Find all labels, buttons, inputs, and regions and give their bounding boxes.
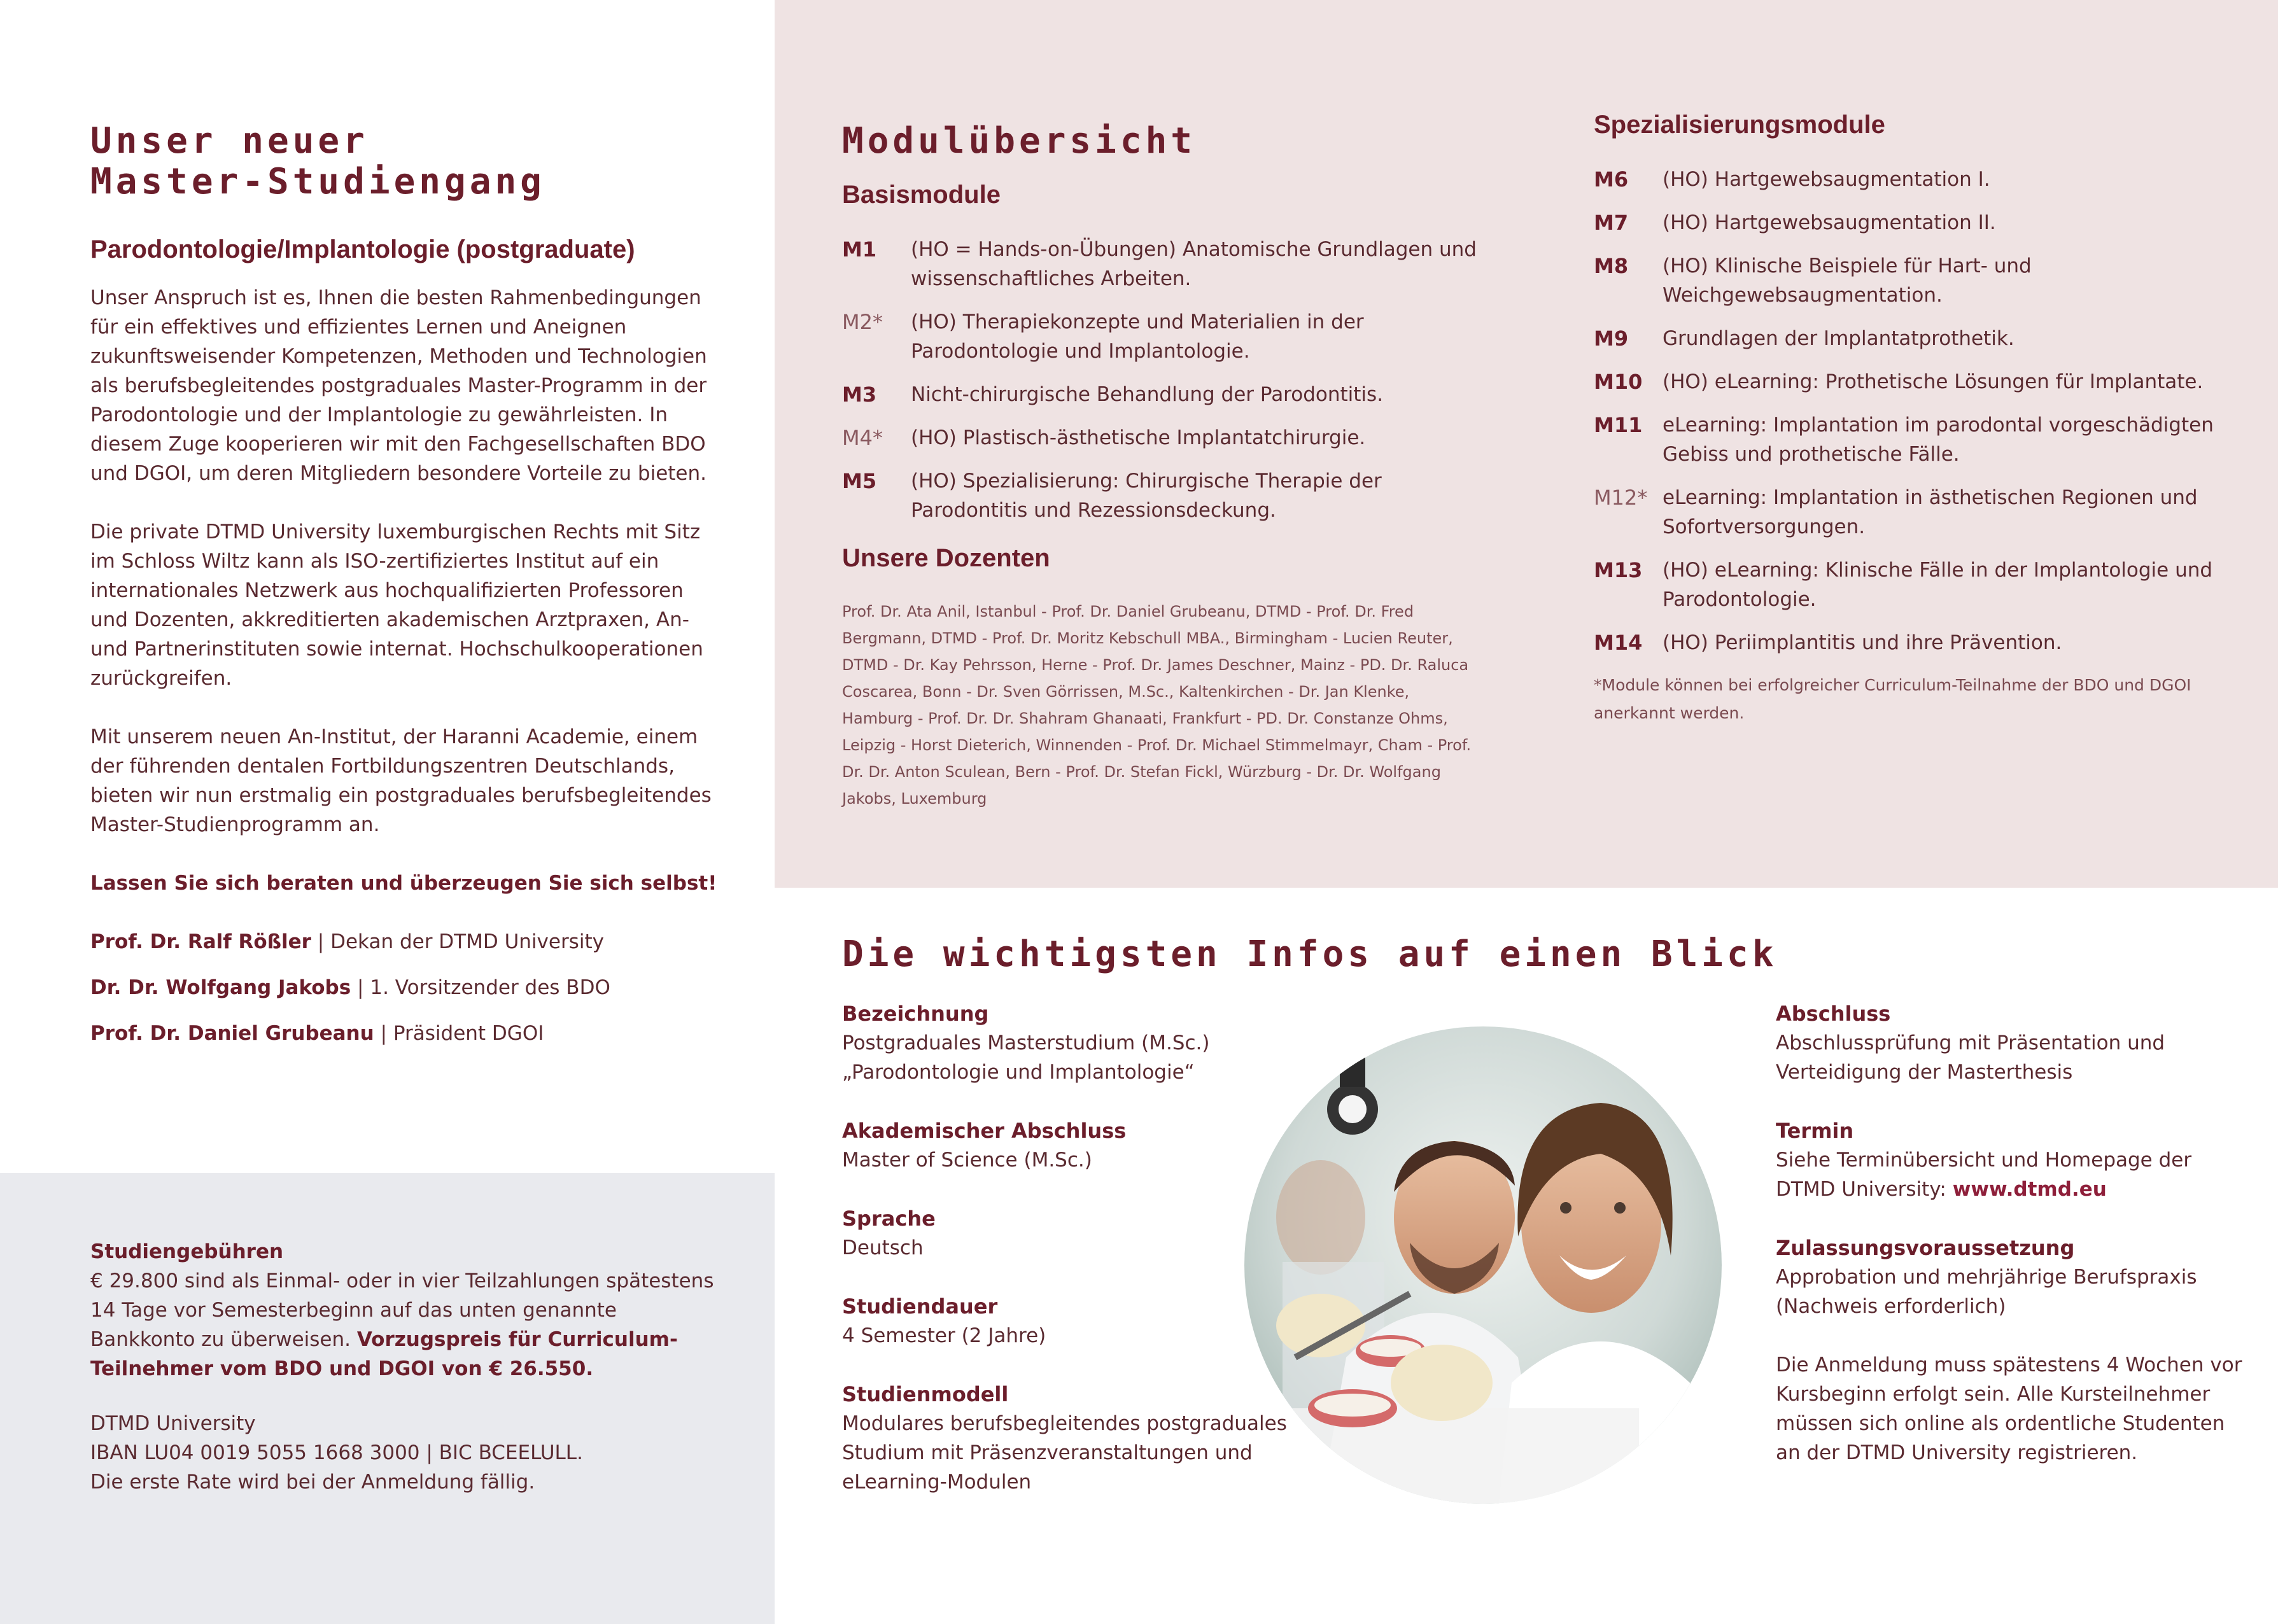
info-value: 4 Semester (2 Jahre) (842, 1324, 1046, 1347)
zulassung-value: Approbation und mehrjährige Berufspraxis (Nachweis erforderlich) (1776, 1266, 2197, 1318)
module-row (1594, 208, 2230, 237)
abschluss-label: Abschluss (1776, 1002, 1891, 1026)
fees-label: Studiengebühren (90, 1240, 284, 1263)
basis-title: Basismodule (842, 181, 1001, 209)
module-code: M9 (1594, 326, 1629, 351)
module-text: eLearning: Implantation im parodontal vorgeschädigten Gebiss und prothetische Fälle. (1663, 414, 2214, 466)
module-text: (HO = Hands-on-Übungen) Anatomische Grundlagen und wissenschaftliches Arbeiten. (911, 238, 1477, 290)
abschluss-value: Abschlussprüfung mit Präsentation und Verteidigung der Masterthesis (1776, 1032, 2165, 1084)
modules-title: Modulübersicht (842, 120, 1197, 162)
footnote: *Module können bei erfolgreicher Curriculum-Teilnahme der BDO und DGOI anerkannt werden. (1594, 676, 2191, 722)
signatories (90, 927, 721, 1048)
module-row (1594, 367, 2230, 396)
module-row (1594, 324, 2230, 353)
module-row (1594, 556, 2230, 614)
zulassung-label: Zulassungsvoraussetzung (1776, 1236, 2075, 1260)
module-code: M8 (1594, 254, 1629, 278)
info-label: Studiendauer (842, 1294, 998, 1319)
dozenten-list: Prof. Dr. Ata Anil, Istanbul - Prof. Dr. Daniel Grubeanu, DTMD - Prof. Dr. Fred Bergmann, DTMD - Prof. Dr. Moritz Kebschull MBA., Birmingham - Lucien Reuter, DTMD - Dr. Kay Pehrsson, Herne - Prof. Dr. James Deschner, Mainz - PD. Dr. Raluca Coscarea, Bonn - Dr. Sven Görrissen, M.Sc., Kaltenkirchen - Dr. Jan Klenke, Hamburg - Prof. Dr. Dr. Shahram Ghanaati, Frankfurt - PD. Dr. Constanze Ohms, Leipzig - Horst Dieterich, Winnenden - Prof. Dr. Michael Stimmelmayr, Cham - Prof. Dr. Dr. Anton Sculean, Bern - Prof. Dr. Stefan Fickl, Würzburg - Dr. Dr. Wolfgang Jakobs, Luxemburg (842, 603, 1472, 808)
module-text: (HO) eLearning: Klinische Fälle in der Implantologie und Parodontologie. (1663, 559, 2213, 611)
module-row (842, 307, 1485, 366)
dentist-photo (1244, 1026, 1722, 1504)
module-row (842, 423, 1485, 452)
fees-discount: Vorzugspreis für Curriculum-Teilnehmer vom BDO und DGOI von € 26.550. (90, 1328, 678, 1380)
infos-title: Die wichtigsten Infos auf einen Blick (842, 934, 1778, 975)
module-row (1594, 410, 2230, 469)
intro-section (90, 121, 721, 1065)
signatory: Prof. Dr. Daniel Grubeanu | Präsident DGOI (90, 1022, 544, 1045)
module-code: M11 (1594, 413, 1643, 437)
module-text: Nicht-chirurgische Behandlung der Parodontitis. (911, 383, 1384, 406)
module-row (1594, 251, 2230, 310)
module-text: (HO) Klinische Beispiele für Hart- und Weichgewebsaugmentation. (1663, 255, 2032, 307)
fees-section (90, 1237, 721, 1522)
info-value: Modulares berufsbegleitendes postgraduales Studium mit Präsenzveranstaltungen und eLearning-Modulen (842, 1412, 1287, 1494)
anmeldung-text: Die Anmeldung muss spätestens 4 Wochen vor Kursbeginn erfolgt sein. Alle Kursteilnehmer müssen sich online als ordentliche Studenten an der DTMD University registrieren. (1776, 1354, 2242, 1464)
module-row (1594, 165, 2230, 194)
intro-paragraph: Mit unserem neuen An-Institut, der Haranni Academie, einem der führenden dentalen Fortbildungszentren Deutschlands, bieten wir nun erstmalig ein postgraduales berufsbegleitendes Master-Studienprogramm an. (90, 725, 712, 836)
info-block (842, 1380, 1300, 1497)
module-row (1594, 483, 2230, 542)
info-label: Sprache (842, 1207, 936, 1231)
termin-label: Termin (1776, 1119, 1854, 1143)
info-value: Master of Science (M.Sc.) (842, 1149, 1092, 1172)
infos-title-wrap (842, 934, 1777, 975)
module-code: M7 (1594, 211, 1629, 235)
module-text: eLearning: Implantation in ästhetischen Regionen und Sofortversorgungen. (1663, 486, 2198, 538)
info-label: Bezeichnung (842, 1002, 989, 1026)
info-value: Postgraduales Masterstudium (M.Sc.) „Parodontologie und Implantologie“ (842, 1032, 1210, 1084)
module-code: M14 (1594, 631, 1643, 655)
intro-paragraph: Die private DTMD University luxemburgischen Rechts mit Sitz im Schloss Wiltz kann als ISO-zertifiziertes Institut auf ein internationales Netzwerk aus hochqualifizierten Professoren und Dozenten, akkreditierten akademischen Arztpraxen, An- und Partnerinstituten sowie internat. Hochschulkooperationen zurückgreifen. (90, 521, 703, 690)
module-code: M4* (842, 426, 883, 450)
module-row (1594, 628, 2230, 657)
module-code: M12* (1594, 486, 1648, 510)
module-text: (HO) eLearning: Prothetische Lösungen für Implantate. (1663, 370, 2204, 393)
dentist-photo-illustration (1244, 1026, 1722, 1504)
module-row (842, 466, 1485, 525)
basis-module-list (842, 235, 1485, 525)
module-code: M1 (842, 237, 877, 262)
info-block (842, 999, 1300, 1087)
spez-title: Spezialisierungsmodule (1594, 111, 1885, 139)
intro-title: Unser neuer Master-Studiengang (90, 120, 545, 202)
intro-paragraph: Unser Anspruch ist es, Ihnen die besten Rahmenbedingungen für ein effektives und effizientes Lernen und Aneignen zukunftsweisender Kompetenzen, Methoden und Technologien als berufsbegleitendes postgraduales Master-Programm in der Parodontologie und der Implantologie zu gewährleisten. In diesem Zuge kooperieren wir mit den Fachgesellschaften BDO und DGOI, um deren Mitgliedern besondere Vorteile zu bieten. (90, 286, 707, 485)
signatory: Prof. Dr. Ralf Rößler | Dekan der DTMD University (90, 930, 604, 953)
module-text: (HO) Hartgewebsaugmentation II. (1663, 211, 1996, 234)
specialization-modules (1594, 111, 2230, 727)
module-code: M13 (1594, 558, 1643, 582)
module-text: (HO) Plastisch-ästhetische Implantatchirurgie. (911, 426, 1366, 449)
module-row (842, 235, 1485, 293)
website-link[interactable]: www.dtmd.eu (1952, 1178, 2107, 1201)
fees-text: € 29.800 sind als Einmal- oder in vier Teilzahlungen spätestens 14 Tage vor Semesterbeginn auf das unten genannte Bankkonto zu überweisen. (90, 1270, 714, 1351)
intro-subtitle: Parodontologie/Implantologie (postgraduate) (90, 235, 635, 263)
dozenten-title: Unsere Dozenten (842, 544, 1050, 572)
signatory: Dr. Dr. Wolfgang Jakobs | 1. Vorsitzender des BDO (90, 976, 610, 999)
info-left-column (842, 999, 1300, 1526)
module-code: M6 (1594, 167, 1629, 192)
module-overview (842, 121, 1485, 812)
module-row (842, 380, 1485, 409)
module-text: (HO) Spezialisierung: Chirurgische Therapie der Parodontitis und Rezessionsdeckung. (911, 470, 1382, 522)
info-block (842, 1116, 1300, 1175)
info-block (842, 1292, 1300, 1350)
module-code: M10 (1594, 370, 1643, 394)
module-code: M2* (842, 310, 883, 334)
info-value: Deutsch (842, 1236, 924, 1259)
termin-value: Siehe Terminübersicht und Homepage der DTMD University: (1776, 1149, 2192, 1201)
info-label: Studienmodell (842, 1382, 1009, 1406)
bank-details: DTMD University IBAN LU04 0019 5055 1668 3000 | BIC BCEELULL. Die erste Rate wird bei der Anmeldung fällig. (90, 1412, 583, 1494)
info-label: Akademischer Abschluss (842, 1119, 1127, 1143)
module-code: M3 (842, 382, 877, 407)
module-text: Grundlagen der Implantatprothetik. (1663, 327, 2014, 350)
call-to-action: Lassen Sie sich beraten und überzeugen Sie sich selbst! (90, 872, 717, 895)
module-text: (HO) Hartgewebsaugmentation I. (1663, 168, 1990, 191)
module-text: (HO) Periimplantitis und ihre Prävention. (1663, 631, 2062, 654)
module-code: M5 (842, 469, 877, 493)
info-right-column (1776, 999, 2247, 1497)
info-block (842, 1204, 1300, 1263)
spez-module-list (1594, 165, 2230, 657)
module-text: (HO) Therapiekonzepte und Materialien in der Parodontologie und Implantologie. (911, 311, 1364, 363)
